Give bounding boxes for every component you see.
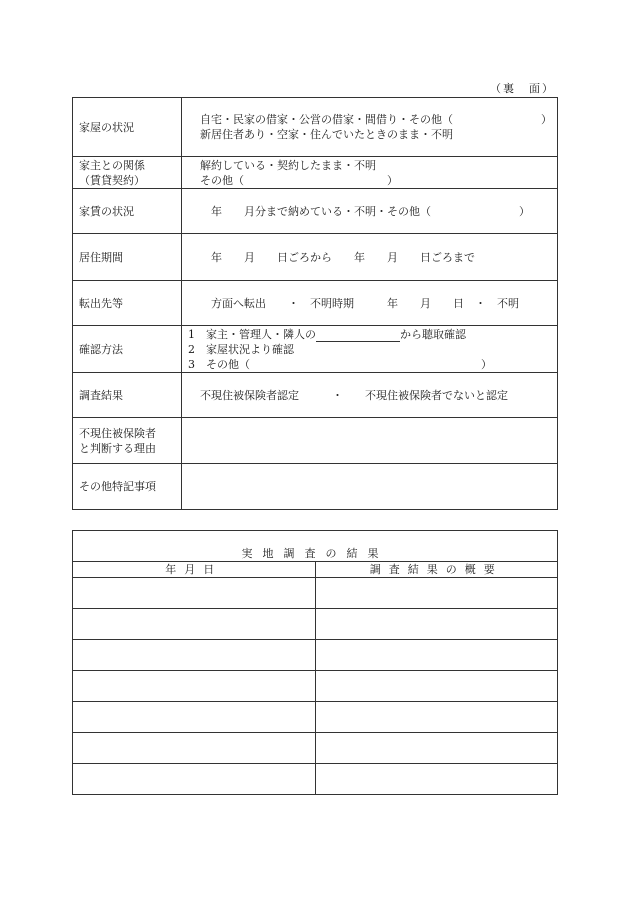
value-residence-period: 年 月 日ごろから 年 月 日ごろまで: [182, 234, 558, 281]
row-other-notes: [73, 464, 558, 510]
survey-title-row: [73, 531, 558, 562]
label-survey-result: 調査結果: [73, 373, 182, 418]
value-survey-result: 不現住被保険者認定 ・ 不現住被保険者でないと認定: [182, 373, 558, 418]
survey-row: [73, 671, 558, 702]
value-landlord-relation: 解約している・契約したまま・不明 その他（ ）: [182, 157, 558, 189]
blank-underline: [316, 329, 400, 342]
survey-row: [73, 764, 558, 795]
row-reason: [73, 418, 558, 464]
survey-row: [73, 609, 558, 640]
col-header-summary: 調査結果の概要: [315, 562, 558, 578]
col-header-date: 年月日: [73, 562, 316, 578]
survey-summary-cell: [315, 578, 558, 609]
value-moved-to: 方面へ転出 ・ 不明時期 年 月 日 ・ 不明: [182, 281, 558, 326]
survey-date-cell: [73, 764, 316, 795]
value-other-notes: [182, 464, 558, 510]
survey-row: [73, 733, 558, 764]
label-reason: 不現住被保険者 と判断する理由: [73, 418, 182, 464]
survey-date-cell: [73, 733, 316, 764]
survey-date-cell: [73, 609, 316, 640]
survey-summary-cell: [315, 609, 558, 640]
survey-column-header: [73, 562, 558, 578]
label-moved-to: 転出先等: [73, 281, 182, 326]
label-confirm-method: 確認方法: [73, 326, 182, 373]
survey-summary-cell: [315, 640, 558, 671]
survey-summary-cell: [315, 733, 558, 764]
label-house-status: 家屋の状況: [73, 98, 182, 157]
survey-row: [73, 702, 558, 733]
survey-date-cell: [73, 702, 316, 733]
field-survey-table: [72, 530, 558, 795]
survey-date-cell: [73, 671, 316, 702]
row-confirm-method: [73, 326, 558, 373]
survey-summary-cell: [315, 671, 558, 702]
row-rent-status: [73, 189, 558, 234]
page-side-label: （裏 面）: [490, 82, 555, 95]
survey-title: 実地調査の結果: [73, 531, 558, 562]
value-reason: [182, 418, 558, 464]
row-residence-period: [73, 234, 558, 281]
value-rent-status: 年 月分まで納めている・不明・その他（ ）: [182, 189, 558, 234]
label-landlord-relation: 家主との関係 （賃貸契約）: [73, 157, 182, 189]
survey-row: [73, 640, 558, 671]
label-other-notes: その他特記事項: [73, 464, 182, 510]
survey-date-cell: [73, 578, 316, 609]
row-landlord-relation: [73, 157, 558, 189]
row-moved-to: [73, 281, 558, 326]
residence-status-form: [72, 97, 558, 510]
value-house-status: 自宅・民家の借家・公営の借家・間借り・その他（ ） 新居住者あり・空家・住んでいたときのまま・不明: [182, 98, 558, 157]
row-house-status: [73, 98, 558, 157]
survey-summary-cell: [315, 702, 558, 733]
row-survey-result: [73, 373, 558, 418]
label-residence-period: 居住期間: [73, 234, 182, 281]
label-rent-status: 家賃の状況: [73, 189, 182, 234]
value-confirm-method: 1 家主・管理人・隣人の から聴取確認 2 家屋状況より確認 3 その他（ ）: [182, 326, 558, 373]
survey-date-cell: [73, 640, 316, 671]
survey-summary-cell: [315, 764, 558, 795]
survey-row: [73, 578, 558, 609]
